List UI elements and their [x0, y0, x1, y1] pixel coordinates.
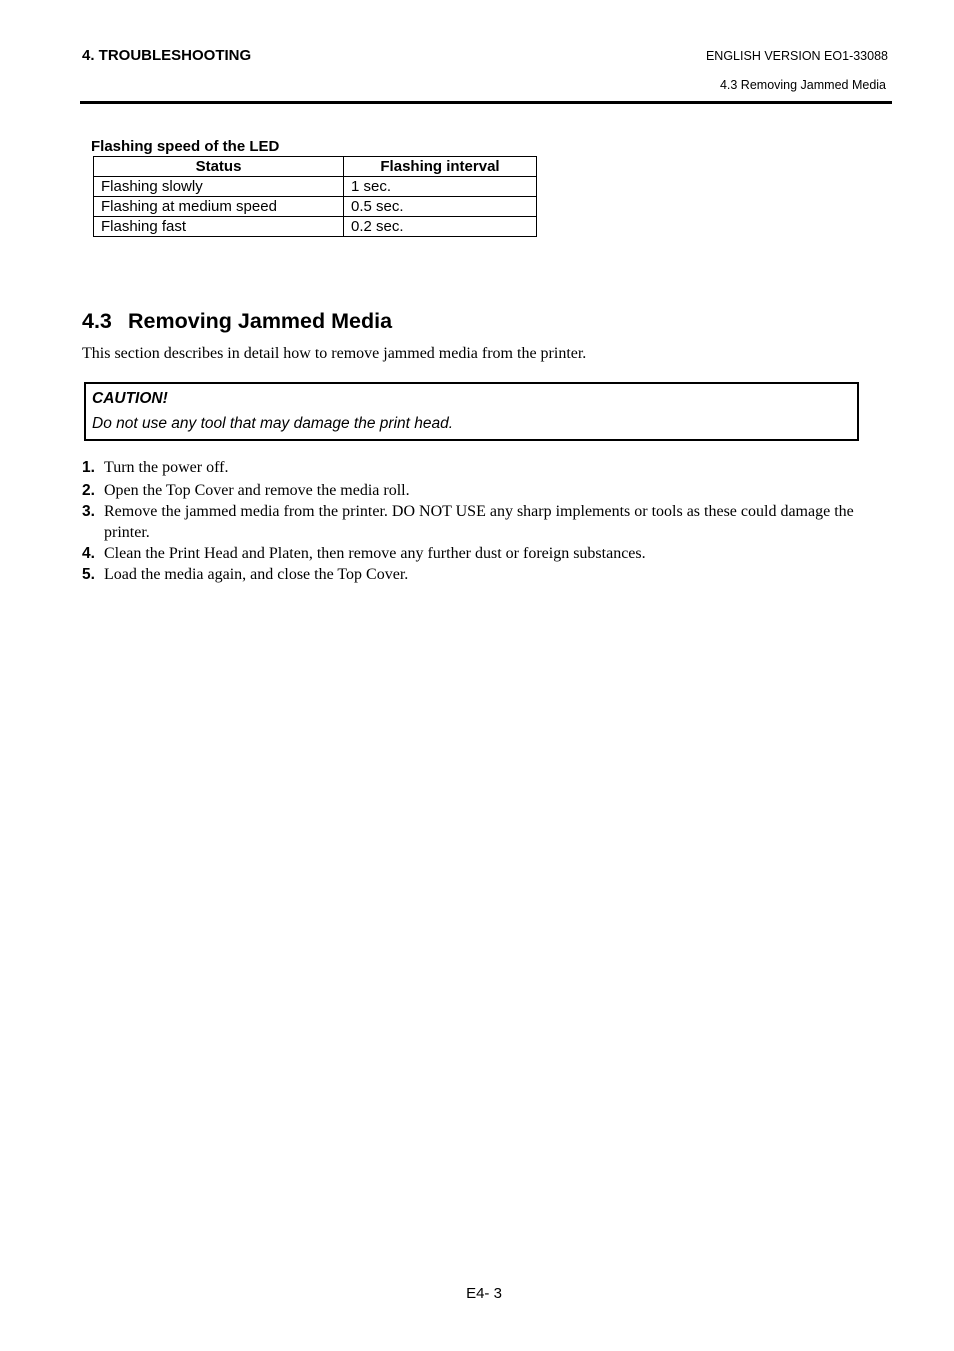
header-section: 4.3 Removing Jammed Media: [719, 78, 886, 92]
table-cell: Flashing at medium speed: [94, 197, 344, 217]
led-table-caption: Flashing speed of the LED: [91, 138, 280, 155]
list-item: [82, 480, 872, 501]
caution-title: CAUTION!: [92, 390, 168, 407]
step-text: Open the Top Cover and remove the media roll.: [104, 482, 410, 499]
table-header-row: [94, 157, 537, 177]
step-number: 3.: [82, 503, 95, 520]
caution-box: [84, 382, 859, 441]
caution-text: Do not use any tool that may damage the print head.: [92, 415, 454, 432]
list-item: [82, 564, 872, 585]
steps-list: [82, 457, 872, 585]
list-item: [82, 543, 872, 564]
header-version: ENGLISH VERSION EO1-33088: [705, 49, 888, 63]
section-title: Removing Jammed Media: [128, 309, 393, 333]
table-cell: 0.2 sec.: [344, 217, 537, 237]
table-cell: Flashing slowly: [94, 177, 344, 197]
step-number: 1.: [82, 459, 95, 476]
step-number: 2.: [82, 482, 95, 499]
header-chapter: 4. TROUBLESHOOTING: [82, 47, 252, 64]
section-intro: This section describes in detail how to remove jammed media from the printer.: [82, 345, 587, 362]
header-rule: [80, 101, 892, 104]
section-number: 4.3: [82, 309, 112, 333]
step-text: Clean the Print Head and Platen, then remove any further dust or foreign substances.: [104, 545, 646, 562]
page-number: E4- 3: [466, 1285, 502, 1302]
table-cell: 1 sec.: [344, 177, 537, 197]
column-header-status: Status: [94, 157, 344, 177]
table-row: [94, 217, 537, 237]
step-text: Turn the power off.: [104, 459, 229, 476]
step-text: Load the media again, and close the Top Cover.: [104, 566, 409, 583]
step-number: 4.: [82, 545, 95, 562]
section-heading: [82, 309, 392, 334]
table-cell: 0.5 sec.: [344, 197, 537, 217]
table-row: [94, 197, 537, 217]
step-number: 5.: [82, 566, 95, 583]
led-table: [93, 156, 537, 237]
list-item: [82, 501, 872, 543]
list-item: [82, 457, 872, 478]
step-text: Remove the jammed media from the printer. DO NOT USE any sharp implements or tools as these could damage the printer.: [104, 503, 854, 541]
table-row: [94, 177, 537, 197]
column-header-interval: Flashing interval: [344, 157, 537, 177]
table-cell: Flashing fast: [94, 217, 344, 237]
